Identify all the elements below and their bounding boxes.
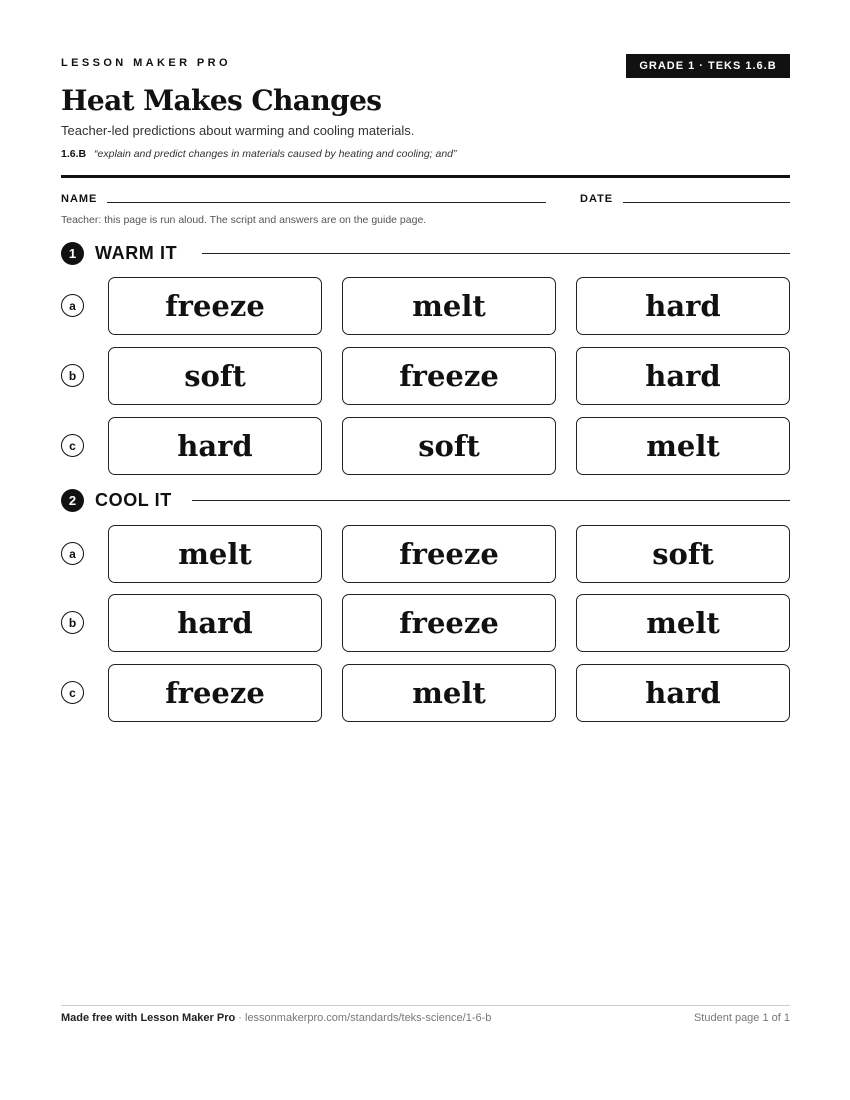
- page-title: Heat Makes Changes: [61, 84, 382, 117]
- word-card[interactable]: hard: [576, 664, 790, 722]
- standard-text: “explain and predict changes in materials caused by heating and cooling; and”: [94, 148, 457, 160]
- word-card[interactable]: soft: [108, 347, 322, 405]
- word-card[interactable]: hard: [576, 347, 790, 405]
- footer-made-with: Made free with Lesson Maker Pro: [61, 1012, 236, 1024]
- word-card[interactable]: freeze: [108, 277, 322, 335]
- date-field[interactable]: [623, 202, 790, 203]
- section-title: WARM IT: [95, 243, 178, 263]
- page-subtitle: Teacher-led predictions about warming and cooling materials.: [61, 123, 415, 138]
- section-warm-it: [61, 242, 790, 266]
- word-card[interactable]: melt: [576, 594, 790, 652]
- name-field[interactable]: [107, 202, 546, 203]
- footer-credit: [61, 1012, 491, 1024]
- header-divider: [61, 175, 790, 178]
- footer-divider: [61, 1005, 790, 1006]
- grade-badge: GRADE 1 · TEKS 1.6.B: [626, 54, 790, 78]
- word-card[interactable]: freeze: [342, 594, 556, 652]
- word-card[interactable]: soft: [342, 417, 556, 475]
- date-label: DATE: [580, 193, 614, 205]
- section-title: COOL IT: [95, 490, 172, 510]
- section-divider: [202, 253, 790, 254]
- word-card[interactable]: freeze: [342, 525, 556, 583]
- section-cool-it: [61, 489, 790, 513]
- name-label: NAME: [61, 193, 98, 205]
- word-card[interactable]: hard: [576, 277, 790, 335]
- section-number: 2: [61, 489, 84, 512]
- row-label: b: [61, 611, 84, 634]
- word-card[interactable]: melt: [576, 417, 790, 475]
- row-label: b: [61, 364, 84, 387]
- word-card[interactable]: freeze: [108, 664, 322, 722]
- word-card[interactable]: freeze: [342, 347, 556, 405]
- row-label: a: [61, 294, 84, 317]
- word-card[interactable]: melt: [108, 525, 322, 583]
- word-card[interactable]: melt: [342, 664, 556, 722]
- row-label: c: [61, 434, 84, 457]
- word-card[interactable]: melt: [342, 277, 556, 335]
- word-card[interactable]: hard: [108, 594, 322, 652]
- section-divider: [192, 500, 790, 501]
- row-label: c: [61, 681, 84, 704]
- row-label: a: [61, 542, 84, 565]
- word-card[interactable]: hard: [108, 417, 322, 475]
- standard-code: 1.6.B: [61, 148, 87, 160]
- footer-url[interactable]: · lessonmakerpro.com/standards/teks-science/1-6-b: [235, 1012, 492, 1024]
- section-number: 1: [61, 242, 84, 265]
- brand-name: LESSON MAKER PRO: [61, 57, 231, 69]
- teacher-note: Teacher: this page is run aloud. The script and answers are on the guide page.: [61, 214, 427, 226]
- footer-page-number: Student page 1 of 1: [693, 1012, 790, 1024]
- word-card[interactable]: soft: [576, 525, 790, 583]
- standard-line: [61, 148, 457, 160]
